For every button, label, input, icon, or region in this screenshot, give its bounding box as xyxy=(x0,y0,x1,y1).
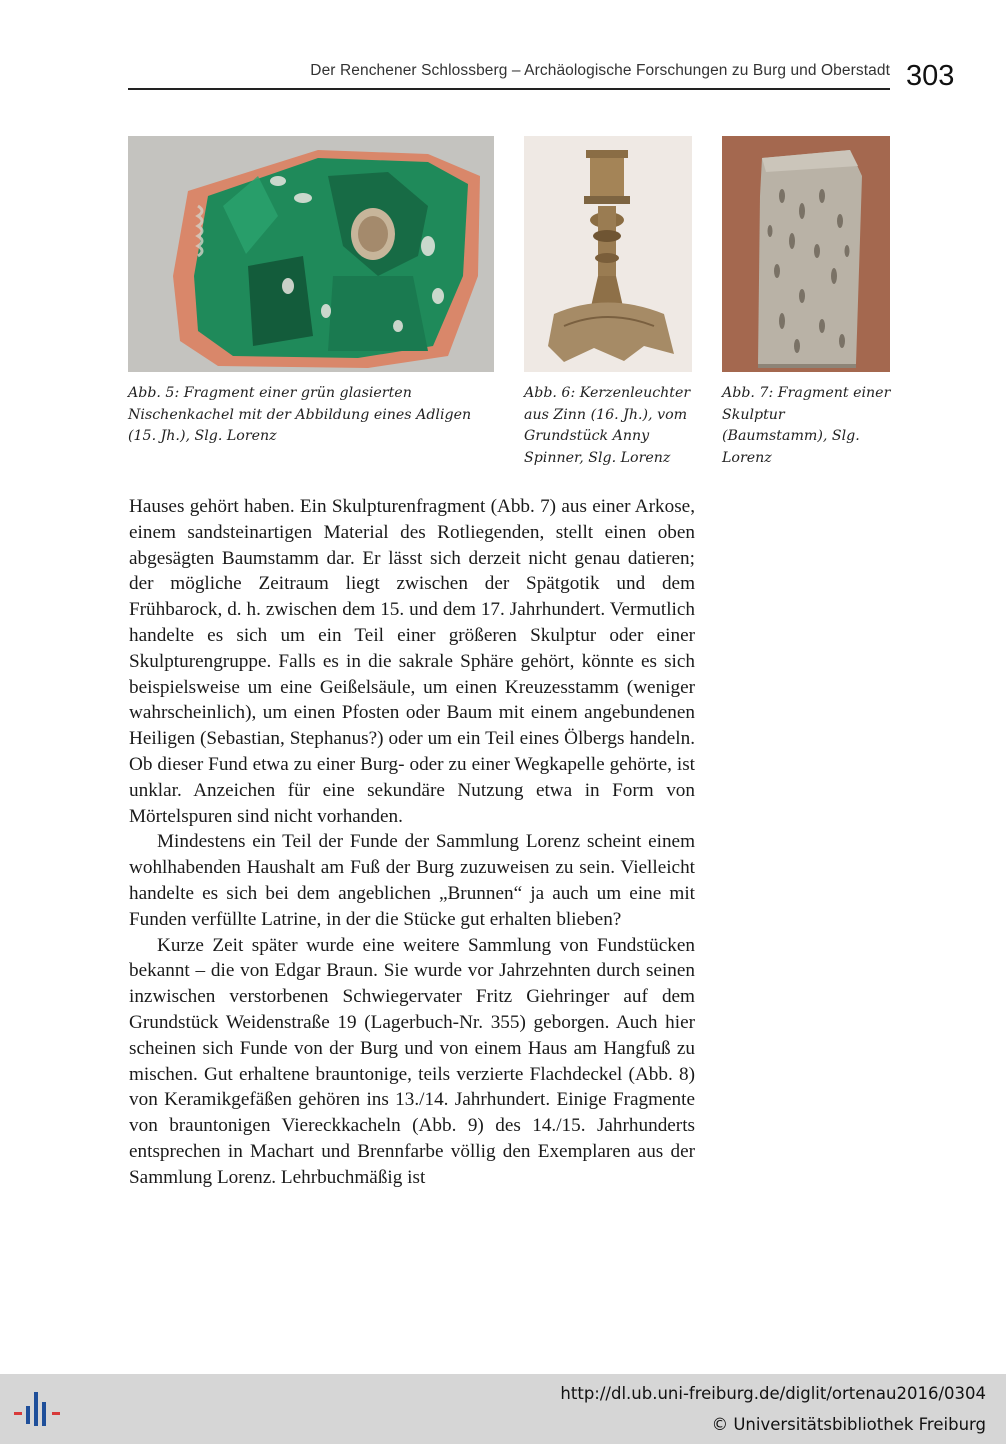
tile-fragment-image xyxy=(128,136,494,372)
ub-freiburg-logo-icon xyxy=(12,1386,64,1434)
caption-figure-5: Abb. 5: Fragment einer grün glasierten Nischenkachel mit der Abbildung eines Adligen (15. Jh.), Slg. Lorenz xyxy=(128,385,472,444)
figure-candlestick xyxy=(524,136,692,372)
sculpture-image xyxy=(722,136,890,372)
paragraph: Kurze Zeit später wurde eine weitere Sammlung von Fundstücken bekannt – die von Edgar Braun. Sie wurde vor Jahrzehnten durch seinen inzwischen verstorbenen Schwiegervater Fritz Giehringer auf dem Grundstück Weidenstraße 19 (Lagerbuch-Nr. 355) geborgen. Auch hier scheinen sich Funde von der Burg und von einem Haus am Hangfuß zu mischen. Gut erhaltene brauntonige, teils verzierte Flachdeckel (Abb. 8) von Keramikgefäßen gehören ins 13./14. Jahrhundert. Einige Fragmente von brauntonigen Viereckkacheln (Abb. 9) des 14./15. Jahrhunderts entsprechen in Machart und Brennfarbe völlig den Exemplaren aus der Sammlung Lorenz. Lehrbuchmäßig ist xyxy=(129,934,695,1188)
page-number: 303 xyxy=(906,60,955,92)
footer-copyright: © Universitätsbibliothek Freiburg xyxy=(711,1415,986,1434)
body-text xyxy=(129,494,695,1191)
header-rule xyxy=(128,88,890,90)
figure-tile-fragment xyxy=(128,136,494,372)
caption-figure-7: Abb. 7: Fragment einer Skulptur (Baumstamm), Slg. Lorenz xyxy=(722,385,891,466)
figure-sculpture xyxy=(722,136,890,372)
paragraph: Hauses gehört haben. Ein Skulpturenfragment (Abb. 7) aus einer Arkose, einem sandsteinartigen Material des Rotliegenden, stellt einen oben abgesägten Baumstamm dar. Er lässt sich derzeit nicht genau datieren; der mögliche Zeitraum liegt zwischen der Spätgotik und dem Frühbarock, d. h. zwischen dem 15. und dem 17. Jahrhundert. Vermutlich handelte es sich um ein Teil einer größeren Skulptur oder einer Skulpturengruppe. Falls es in die sakrale Sphäre gehört, könnte es sich beispielsweise um eine Geißelsäule, um einen Kreuzesstamm (weniger wahrscheinlich), um einen Pfosten oder Baum mit einem angebundenen Heiligen (Sebastian, Stephanus?) oder um ein Teil eines Ölbergs handeln. Ob dieser Fund etwa zu einer Burg- oder zu einer Wegkapelle gehörte, ist unklar. Anzeichen für eine sekundäre Nutzung etwa in Form von Mörtelspuren sind nicht vorhanden. xyxy=(129,496,695,827)
footer-bar xyxy=(0,1374,1006,1444)
footer-url-link[interactable]: http://dl.ub.uni-freiburg.de/diglit/ortenau2016/0304 xyxy=(560,1384,986,1403)
paragraph: Mindestens ein Teil der Funde der Sammlung Lorenz scheint einem wohlhabenden Haushalt am Fuß der Burg zuzuweisen zu sein. Vielleicht handelte es sich bei dem angeblichen „Brunnen“ ja auch um eine mit Funden verfüllte Latrine, in der die Stücke gut erhalten blieben? xyxy=(129,831,695,930)
running-title: Der Renchener Schlossberg – Archäologische Forschungen zu Burg und Oberstadt xyxy=(310,62,890,79)
candlestick-image xyxy=(524,136,692,372)
caption-figure-6: Abb. 6: Kerzenleuchter aus Zinn (16. Jh.), vom Grundstück Anny Spinner, Slg. Lorenz xyxy=(524,385,691,466)
